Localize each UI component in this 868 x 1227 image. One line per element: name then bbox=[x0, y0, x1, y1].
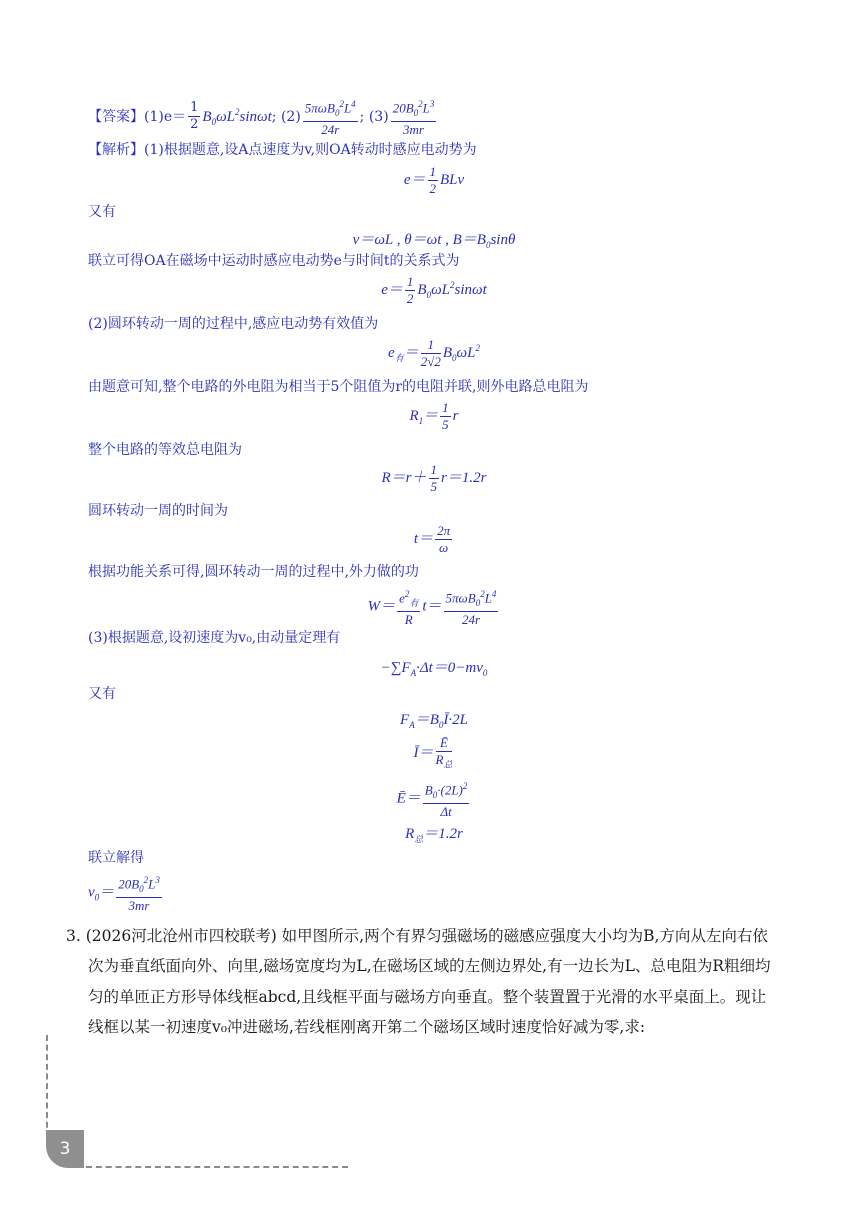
analysis-line7: 根据功能关系可得,圆环转动一周的过程中,外力做的功 bbox=[88, 564, 419, 580]
footer-dashed-line bbox=[86, 1166, 348, 1168]
analysis-tag: 【解析】 bbox=[88, 142, 144, 158]
frac-half: $\frac{1}{2}$ bbox=[190, 100, 199, 133]
page-number-tab: 3 bbox=[46, 1130, 84, 1168]
analysis-line5: 整个电路的等效总电阻为 bbox=[88, 442, 242, 458]
answer-part1: (1)e＝ bbox=[144, 108, 187, 125]
equation-3: e＝ $\frac{1}{2}$ $B_0\omega L^2\sin\omega t$ bbox=[381, 274, 487, 306]
equation-9: $-\sum F_A\cdot\Delta t=0-mv_0$ bbox=[380, 660, 488, 678]
frac-answer3: $\frac{20B_0^2L^3}{3mr}$ bbox=[391, 96, 437, 138]
equation-4: $e_有=$ $\frac{1}{2√2}$ $B_0\omega L^2$ bbox=[388, 337, 480, 369]
question-line2: 次为垂直纸面向外、向里,磁场宽度均为L,在磁场区域的左侧边界处,有一边长为L、总电阻为R粗细均 bbox=[88, 957, 771, 975]
equation-10: $F_A=B_0Ī\cdot 2L$ bbox=[400, 712, 468, 730]
analysis-line1 bbox=[88, 140, 477, 160]
equation-7: t＝ $\frac{2\pi}{\omega}$ bbox=[413, 523, 451, 555]
frac-answer2: $\frac{5\pi\omega B_0^2L^4}{24r}$ bbox=[303, 96, 358, 138]
equation-12: Ē＝ $\frac{B_0\cdot(2L)^2}{\Delta t}$ bbox=[0, 778, 868, 820]
analysis-line8: (3)根据题意,设初速度为v₀,由动量定理有 bbox=[88, 630, 341, 646]
equation-5: $R_1=$ $\frac{1}{5}$ r bbox=[409, 400, 459, 432]
analysis-youyou2: 又有 bbox=[88, 686, 116, 702]
answer-line: 【答案】(1)e＝ $\frac{1}{2}$ $B_0\omega L^2\sin\omega t$; (2) $\frac{5\pi\omega B_0^2L^4}{24r}$ ; (3) $\frac{20B_0^2L^3}{3mr}$ bbox=[88, 96, 438, 138]
analysis-line9: 联立解得 bbox=[88, 850, 144, 866]
equation-1: e＝ $\frac{1}{2}$ BLv bbox=[403, 164, 465, 196]
equation-2: v＝ωL , θ＝ωt , $B=B_0\sin\theta$ bbox=[352, 232, 516, 250]
equation-14: $v_0=$ $\frac{20B_0^2L^3}{3mr}$ bbox=[88, 872, 164, 914]
question-line1: 3. (2026河北沧州市四校联考) 如甲图所示,两个有界匀强磁场的磁感应强度大小均为B,方向从左向右依 bbox=[66, 927, 768, 945]
analysis-youyou: 又有 bbox=[88, 204, 116, 220]
answer-tag: 【答案】 bbox=[88, 108, 144, 125]
question-line4: 线框以某一初速度v₀冲进磁场,若线框刚离开第二个磁场区域时速度恰好减为零,求: bbox=[88, 1018, 646, 1036]
equation-6: R＝r＋ $\frac{1}{5}$ r＝1.2r bbox=[381, 462, 487, 494]
equation-11: Ī＝ $\frac{Ē}{R_总}$ bbox=[413, 735, 453, 770]
analysis-line3: (2)圆环转动一周的过程中,感应电动势有效值为 bbox=[88, 316, 379, 332]
analysis-line6: 圆环转动一周的时间为 bbox=[88, 503, 228, 519]
answer-part2: (2) bbox=[280, 108, 301, 125]
answer-part3: (3) bbox=[368, 108, 389, 125]
analysis-text1: (1)根据题意,设A点速度为v,则OA转动时感应电动势为 bbox=[144, 142, 477, 158]
question-line3: 匀的单匝正方形导体线框abcd,且线框平面与磁场方向垂直。整个装置置于光滑的水平桌面上。现让 bbox=[88, 988, 767, 1006]
analysis-line2: 联立可得OA在磁场中运动时感应电动势e与时间t的关系式为 bbox=[88, 253, 460, 269]
equation-13: $R_总=1.2r$ bbox=[405, 826, 463, 844]
analysis-line4: 由题意可知,整个电路的外电阻为相当于5个阻值为r的电阻并联,则外电路总电阻为 bbox=[88, 379, 589, 395]
equation-8: W＝ $\frac{e^2_有}{R}$ t＝ $\frac{5\pi\omega B_0^2L^4}{24r}$ bbox=[0, 586, 868, 628]
